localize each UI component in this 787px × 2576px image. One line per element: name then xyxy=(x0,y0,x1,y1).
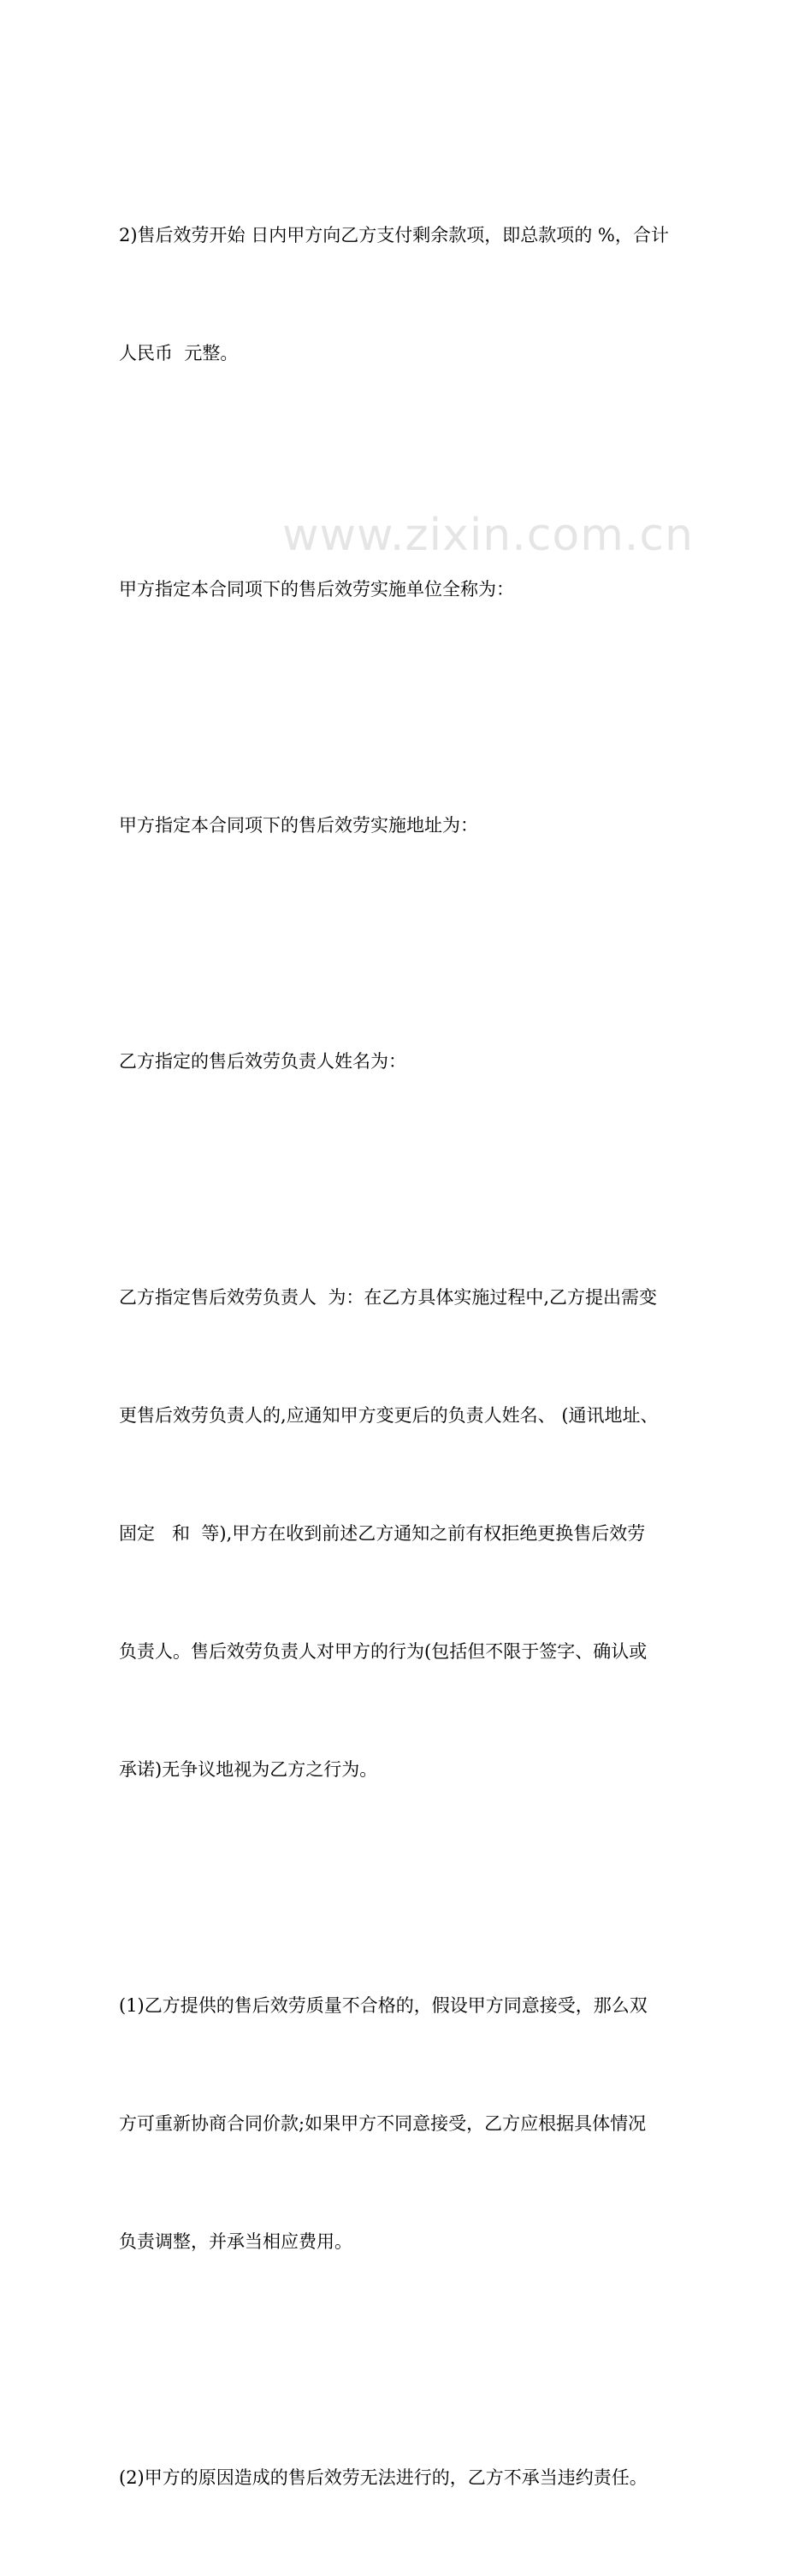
paragraph-line: 负责调整，并承当相应费用。 xyxy=(119,2231,352,2252)
paragraph-spacer xyxy=(119,452,675,491)
paragraph-line: 乙方指定的售后效劳负责人姓名为： xyxy=(119,1051,406,1072)
paragraph-line: 乙方指定售后效劳负责人 为：在乙方具体实施过程中,乙方提出需变 xyxy=(119,1287,658,1308)
paragraph-line: 方可重新协商合同价款;如果甲方不同意接受，乙方应根据具体情况 xyxy=(119,2113,647,2134)
paragraph-line: (2)甲方的原因造成的售后效劳无法进行的，乙方不承当违约责任。 xyxy=(119,2467,648,2488)
paragraph-service-unit xyxy=(119,491,675,688)
paragraph-line: 甲方指定本合同项下的售后效劳实施地址为： xyxy=(119,815,478,836)
paragraph-quality-clause xyxy=(119,1907,675,2340)
paragraph-spacer xyxy=(119,1160,675,1199)
paragraph-line: 固定 和 等),甲方在收到前述乙方通知之前有权拒绝更换售后效劳 xyxy=(119,1523,646,1544)
paragraph-spacer xyxy=(119,924,675,963)
paragraph-line: 负责人。售后效劳负责人对甲方的行为(包括但不限于签字、确认或 xyxy=(119,1641,648,1662)
paragraph-service-address xyxy=(119,727,675,924)
paragraph-line: 甲方指定本合同项下的售后效劳实施单位全称为： xyxy=(119,579,514,600)
paragraph-spacer xyxy=(119,1868,675,1907)
paragraph-manager-change xyxy=(119,1199,675,1868)
paragraph-spacer xyxy=(119,2340,675,2379)
paragraph-payment xyxy=(119,137,675,452)
paragraph-line: 承诺)无争议地视为乙方之行为。 xyxy=(119,1759,378,1780)
paragraph-spacer xyxy=(119,688,675,727)
document-body xyxy=(119,137,675,2576)
paragraph-manager-name xyxy=(119,963,675,1160)
paragraph-line: (1)乙方提供的售后效劳质量不合格的，假设甲方同意接受，那么双 xyxy=(119,1995,648,2016)
paragraph-liability-clause xyxy=(119,2379,675,2576)
paragraph-line: 更售后效劳负责人的,应通知甲方变更后的负责人姓名、 (通讯地址、 xyxy=(119,1405,659,1426)
watermark-text: www.zixin.com.cn xyxy=(282,510,694,561)
paragraph-line: 人民币 元整。 xyxy=(119,343,239,363)
paragraph-line: 2)售后效劳开始 日内甲方向乙方支付剩余款项，即总款项的 %，合计 xyxy=(119,225,669,245)
